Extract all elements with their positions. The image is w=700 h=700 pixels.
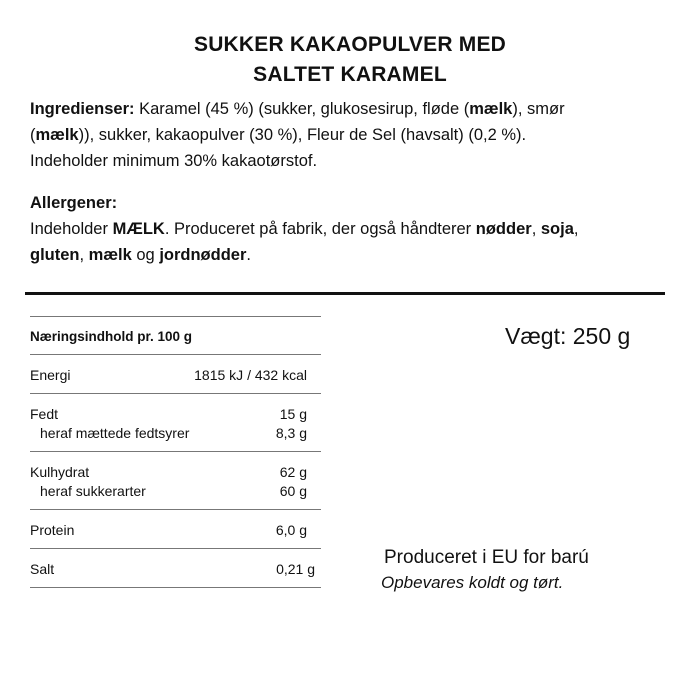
ingredients-line-3: Indeholder minimum 30% kakaotørstof. xyxy=(30,152,318,170)
nutrition-header-row xyxy=(30,316,321,354)
ingredients-line-2 xyxy=(30,122,670,148)
section-divider xyxy=(25,292,665,295)
nutrition-line xyxy=(30,406,307,426)
nutrition-row-salt xyxy=(30,548,321,588)
allergens-section xyxy=(30,190,670,268)
nutrition-line xyxy=(30,425,307,445)
allergen-highlight: mælk xyxy=(35,126,79,144)
nutrition-row-energy xyxy=(30,354,321,393)
nutrition-label: Energi xyxy=(30,367,71,383)
nutrition-line xyxy=(30,561,315,581)
allergens-text: og xyxy=(131,246,160,264)
allergen-highlight: mælk xyxy=(88,246,132,264)
nutrition-sublabel: heraf mættede fedtsyrer xyxy=(40,425,190,441)
nutrition-line xyxy=(30,522,307,542)
allergens-label-line xyxy=(30,190,670,216)
allergen-highlight: jordnødder xyxy=(159,246,247,264)
nutrition-value: 62 g xyxy=(279,464,307,480)
ingredients-line-1 xyxy=(30,96,670,122)
nutrition-line xyxy=(30,367,307,387)
nutrition-row-protein xyxy=(30,509,321,548)
nutrition-value: 15 g xyxy=(279,406,307,422)
nutrition-sublabel: heraf sukkerarter xyxy=(40,483,146,499)
nutrition-label: Salt xyxy=(30,561,55,577)
nutrition-row-carbs xyxy=(30,451,321,509)
nutrition-value: 8,3 g xyxy=(275,425,307,441)
allergens-text: , xyxy=(531,220,541,238)
nutrition-value: 1815 kJ / 432 kcal xyxy=(194,367,307,383)
allergen-highlight: mælk xyxy=(469,100,513,118)
storage-instructions: Opbevares koldt og tørt. xyxy=(381,573,564,592)
allergens-text: , xyxy=(573,220,579,238)
nutrition-line xyxy=(30,464,307,484)
allergen-highlight: nødder xyxy=(475,220,532,238)
allergens-line-2 xyxy=(30,242,670,268)
nutrition-header: Næringsindhold pr. 100 g xyxy=(30,329,193,344)
nutrition-label: Kulhydrat xyxy=(30,464,90,480)
allergen-highlight: soja xyxy=(540,220,574,238)
ingredients-label: Ingredienser: xyxy=(30,100,135,118)
nutrition-label: Protein xyxy=(30,522,75,538)
ingredients-section xyxy=(30,96,670,174)
allergens-label: Allergener: xyxy=(30,194,118,212)
nutrition-label: Fedt xyxy=(30,406,59,422)
product-title-line-2: SALTET KARAMEL xyxy=(253,63,447,86)
allergens-text: . Produceret på fabrik, der også håndterer xyxy=(164,220,476,238)
nutrition-value: 0,21 g xyxy=(276,561,315,577)
product-title xyxy=(0,30,700,90)
ingredients-text: ( xyxy=(30,126,36,144)
producer-info: Produceret i EU for barú xyxy=(384,547,589,568)
product-title-line-1: SUKKER KAKAOPULVER MED xyxy=(193,33,507,56)
nutrition-table xyxy=(30,316,321,588)
allergens-text: , xyxy=(79,246,89,264)
allergen-highlight: MÆLK xyxy=(112,220,165,238)
allergens-text: . xyxy=(246,246,251,264)
ingredients-text: Karamel (45 %) (sukker, glukosesirup, fløde ( xyxy=(134,100,470,118)
ingredients-text: ), smør xyxy=(512,100,565,118)
nutrition-value: 6,0 g xyxy=(275,522,307,538)
net-weight: Vægt: 250 g xyxy=(505,323,631,349)
allergen-highlight: gluten xyxy=(30,246,80,264)
nutrition-row-fat xyxy=(30,393,321,451)
ingredients-text: )), sukker, kakaopulver (30 %), Fleur de Sel (havsalt) (0,2 %). xyxy=(78,126,527,144)
nutrition-value: 60 g xyxy=(279,483,307,499)
nutrition-line xyxy=(30,483,307,503)
allergens-text: Indeholder xyxy=(30,220,113,238)
allergens-line-1 xyxy=(30,216,670,242)
